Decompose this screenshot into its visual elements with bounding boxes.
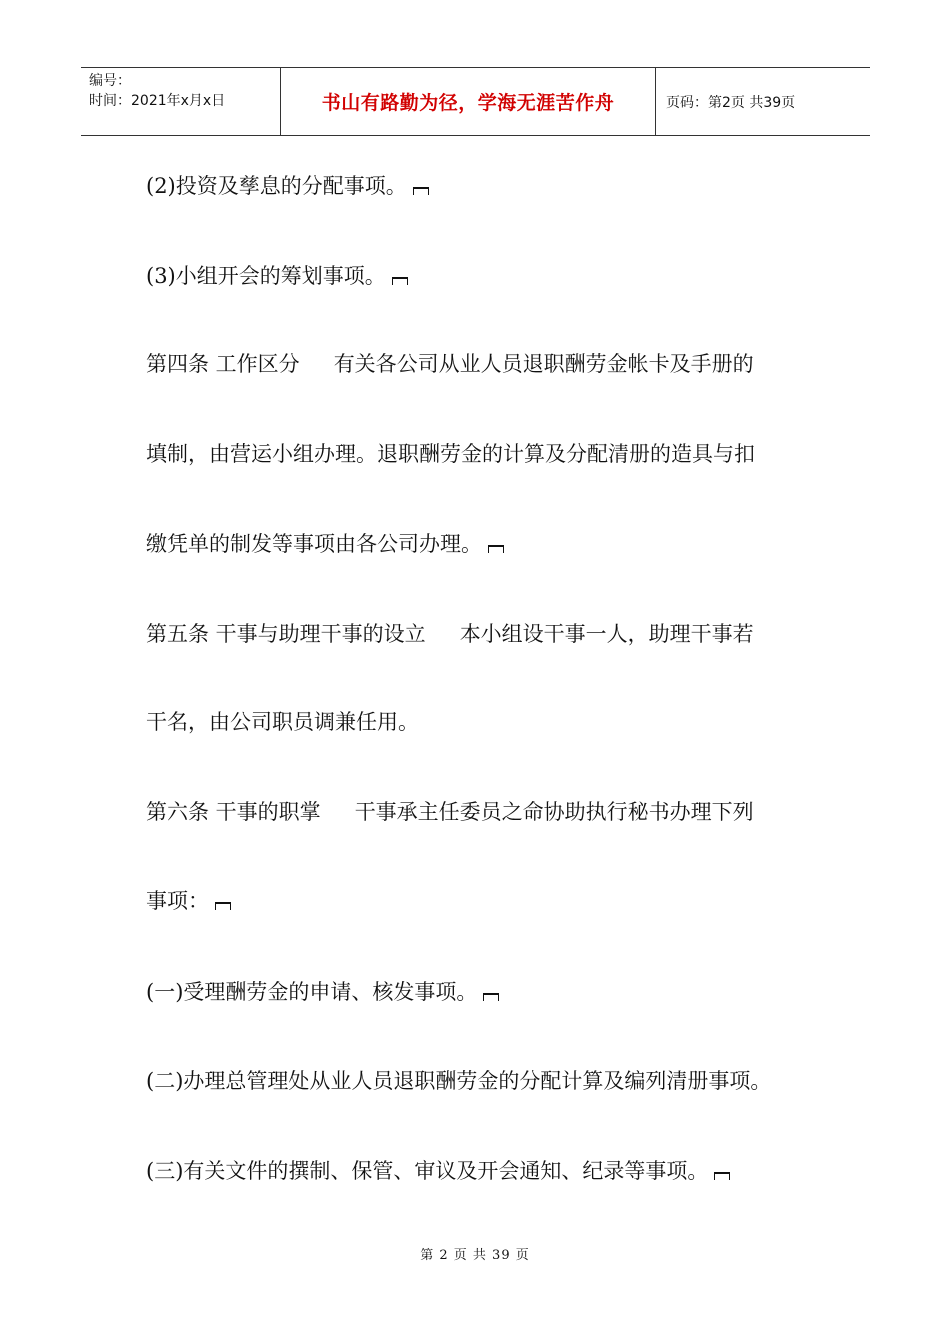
paragraph (146, 172, 429, 200)
paragraph-text: (一)受理酬劳金的申请、核发事项。 (146, 980, 478, 1004)
article-heading: 第四条 工作区分 (146, 352, 300, 376)
paragraph-mark-icon (714, 1172, 730, 1180)
paragraph-text: 缴凭单的制发等事项由各公司办理。 (146, 532, 482, 556)
time-label: 时间：2021年x月x日 (89, 93, 226, 109)
article-four (146, 350, 754, 378)
paragraph-text: 事项： (146, 889, 209, 913)
paragraph (146, 708, 419, 736)
paragraph-text: (二)办理总管理处从业人员退职酬劳金的分配计算及编列清册事项。 (146, 1069, 772, 1093)
paragraph-mark-icon (215, 902, 231, 910)
header-meta (81, 68, 281, 135)
page-footer: 第 2 页 共 39 页 (420, 1248, 530, 1263)
paragraph-text: 本小组设干事一人，助理干事若 (459, 622, 754, 646)
paragraph (146, 1067, 771, 1095)
paragraph-mark-icon (488, 545, 504, 553)
paragraph-text: 有关各公司从业人员退职酬劳金帐卡及手册的 (333, 352, 754, 376)
paragraph (146, 978, 499, 1006)
article-five (146, 620, 754, 648)
article-heading: 第五条 干事与助理干事的设立 (146, 622, 426, 646)
paragraph-text: 干事承主任委员之命协助执行秘书办理下列 (354, 800, 754, 824)
paragraph-mark-icon (483, 993, 499, 1001)
paragraph-text: (三)有关文件的撰制、保管、审议及开会通知、纪录等事项。 (146, 1159, 709, 1183)
paragraph-text: (3)小组开会的筹划事项。 (146, 264, 386, 288)
paragraph (146, 530, 504, 558)
article-heading: 第六条 干事的职掌 (146, 800, 321, 824)
paragraph (146, 262, 408, 290)
paragraph-mark-icon (413, 187, 429, 195)
paragraph-mark-icon (392, 277, 408, 285)
header-page-info: 页码：第2页 共39页 (666, 94, 796, 111)
paragraph-text: 干名，由公司职员调兼任用。 (146, 710, 419, 734)
paragraph (146, 440, 755, 468)
header-motto: 书山有路勤为径，学海无涯苦作舟 (281, 68, 656, 135)
paragraph-text: 填制，由营运小组办理。退职酬劳金的计算及分配清册的造具与扣 (146, 442, 755, 466)
paragraph-text: (2)投资及孳息的分配事项。 (146, 174, 407, 198)
article-six (146, 798, 754, 826)
paragraph (146, 887, 231, 915)
paragraph (146, 1157, 730, 1185)
number-label: 编号： (89, 73, 131, 89)
page-header (81, 67, 870, 136)
